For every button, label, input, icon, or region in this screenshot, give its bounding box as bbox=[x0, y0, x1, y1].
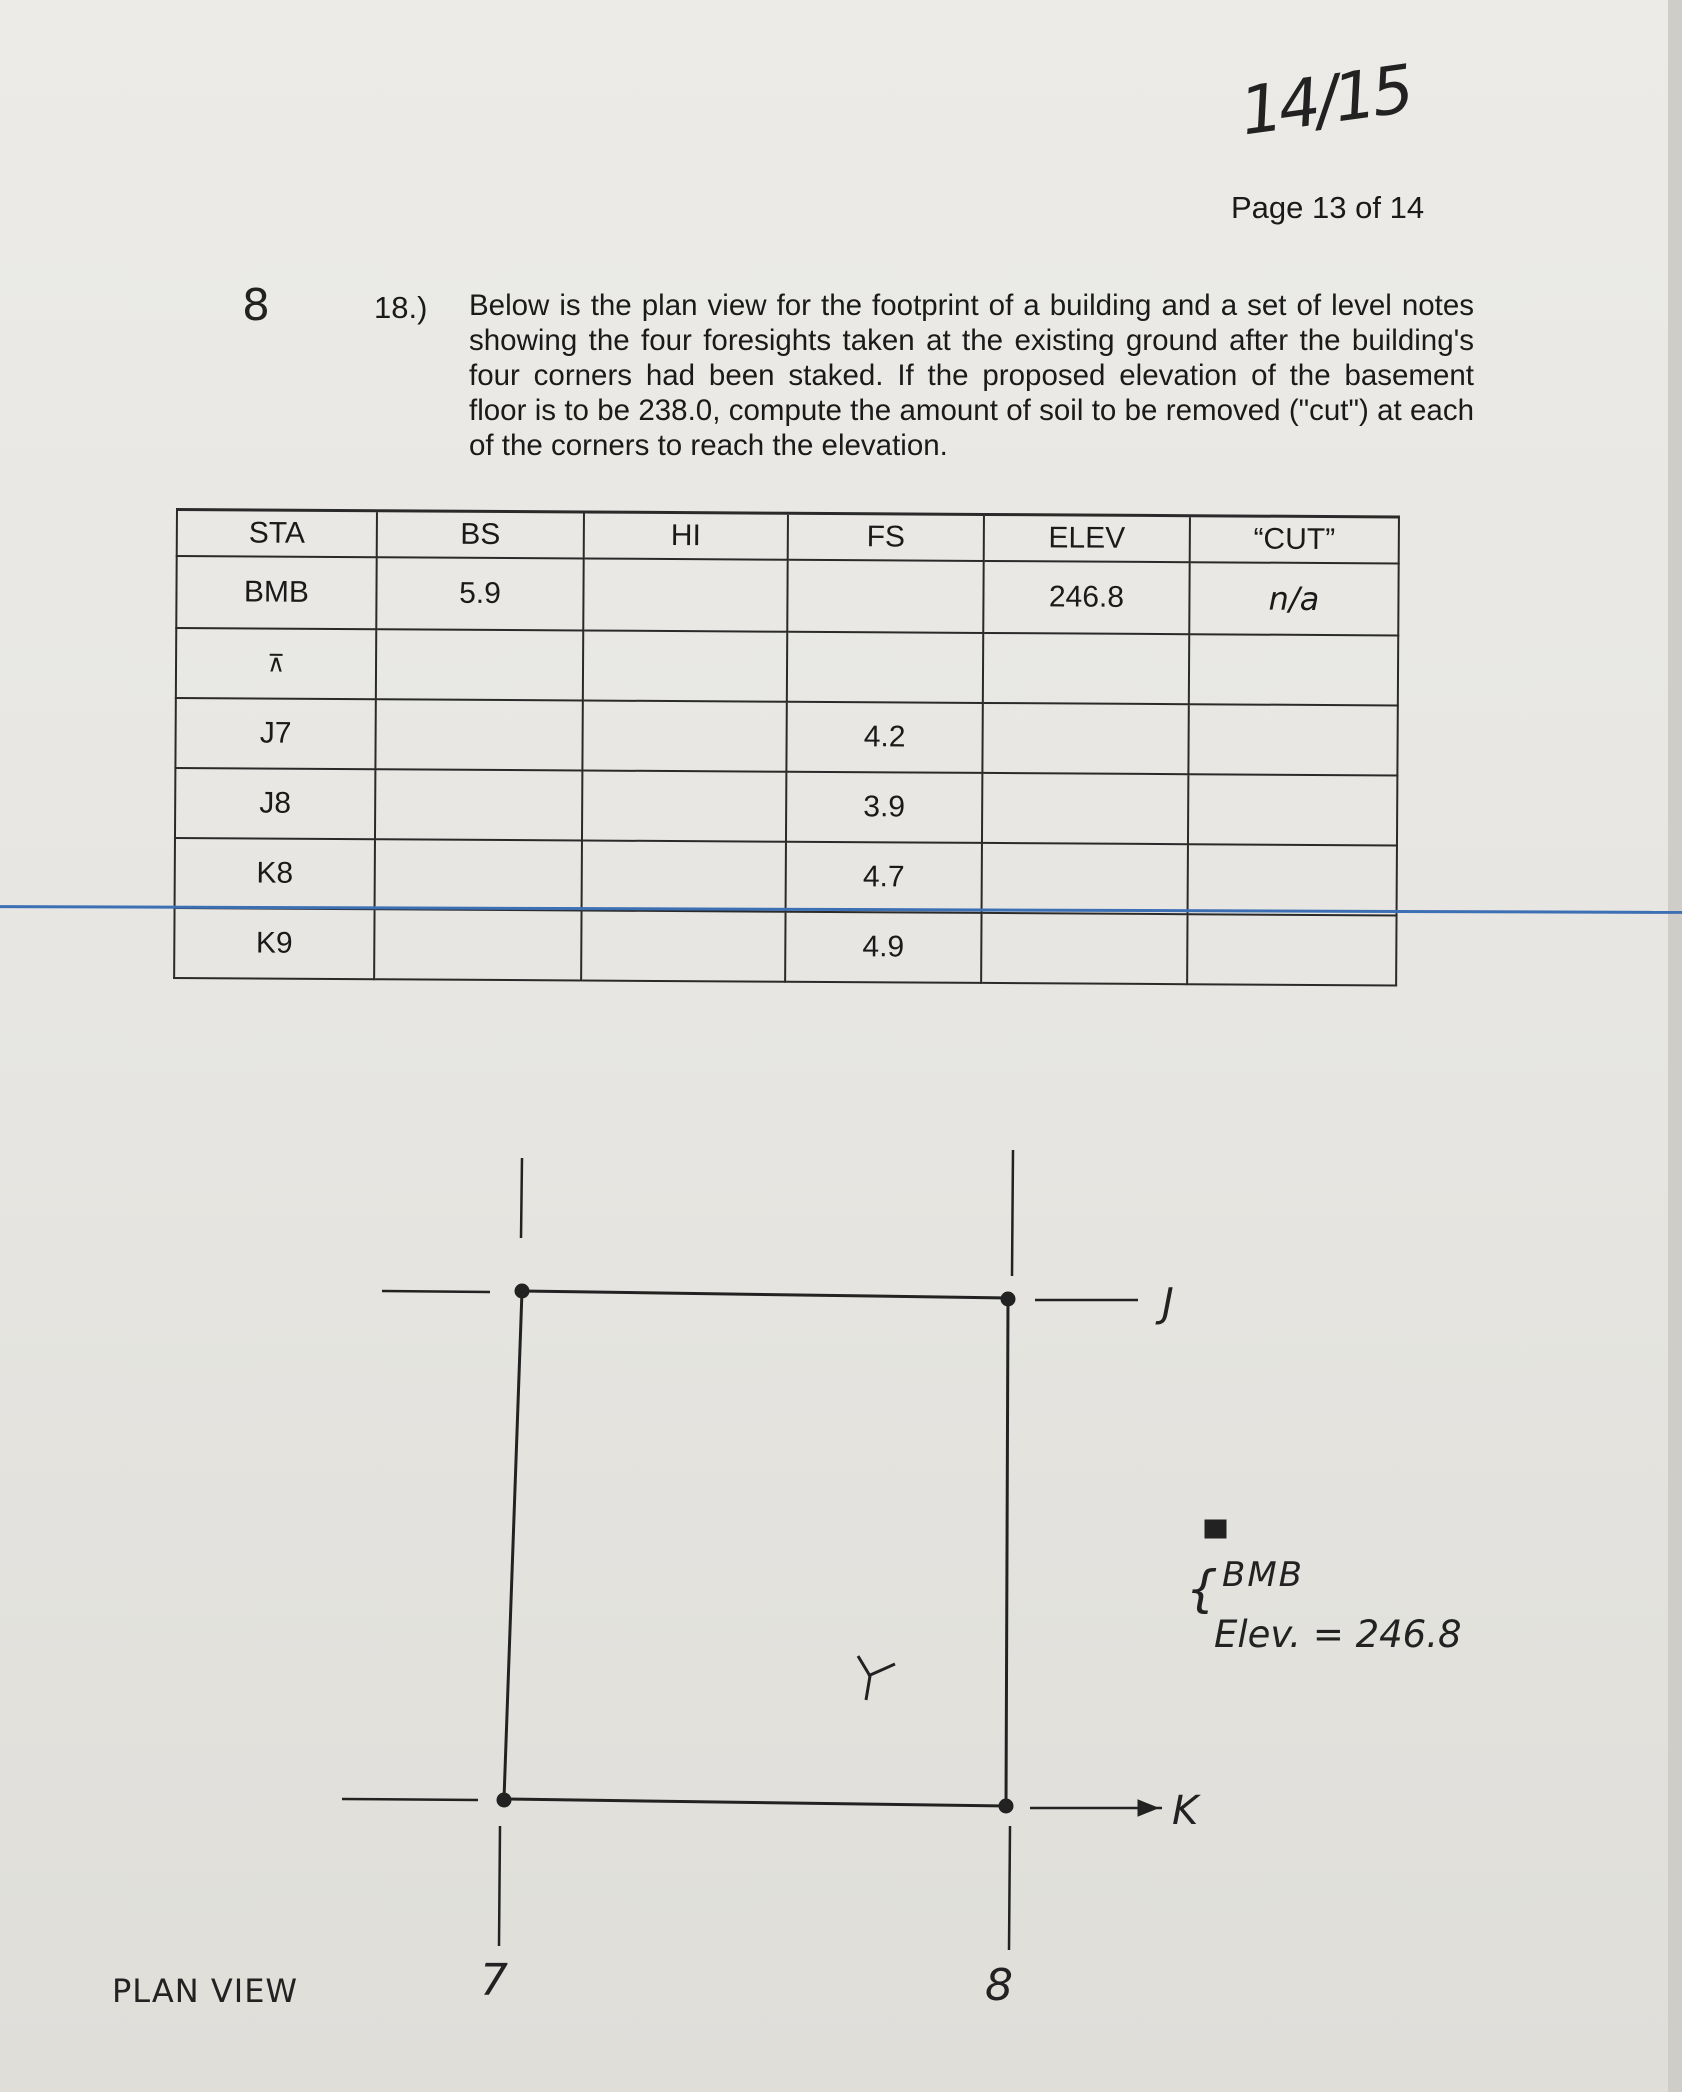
corner-stake-k7 bbox=[497, 1793, 511, 1807]
gridline-7-upper bbox=[521, 1158, 522, 1238]
building-footprint bbox=[504, 1291, 1008, 1806]
cell-sta: J7 bbox=[175, 698, 375, 769]
cell-cut: n/a bbox=[1189, 562, 1398, 635]
gridline-k-left bbox=[342, 1799, 478, 1800]
cell-sta: K8 bbox=[175, 838, 375, 909]
corner-stake-k8 bbox=[999, 1799, 1013, 1813]
k-arrow-icon bbox=[1138, 1800, 1158, 1816]
plan-view-caption: PLAN VIEW bbox=[112, 1972, 299, 2010]
benchmark-symbol bbox=[1205, 1520, 1226, 1538]
handwritten-points: 8 bbox=[242, 280, 270, 331]
col-header-bs: BS bbox=[377, 511, 584, 559]
page-number: Page 13 of 14 bbox=[1231, 190, 1425, 225]
col-header-cut: “CUT” bbox=[1190, 516, 1399, 564]
cell-fs: 4.9 bbox=[785, 912, 981, 983]
grid-label-k: K bbox=[1172, 1788, 1199, 1834]
gridline-8-upper bbox=[1012, 1150, 1013, 1276]
grid-label-j: J bbox=[1162, 1280, 1174, 1326]
col-header-fs: FS bbox=[788, 513, 984, 561]
gridline-8-lower bbox=[1009, 1826, 1010, 1950]
corner-stake-j8 bbox=[1001, 1292, 1015, 1306]
cell-sta: J8 bbox=[175, 768, 375, 839]
col-header-hi: HI bbox=[584, 512, 788, 560]
cell-fs: 4.2 bbox=[786, 702, 982, 773]
question-text: Below is the plan view for the footprint of a building and a set of level notes showing the four foresights taken at the existing ground after the building's four corners had been staked. If the proposed elevation of the basement floor is to be 238.0, compute the amount of soil to be removed ("cut") at each of the corners to reach the elevation. bbox=[469, 289, 1474, 462]
handwritten-mark bbox=[858, 1656, 895, 1700]
cell-fs: 4.7 bbox=[786, 842, 982, 913]
grid-label-7: 7 bbox=[480, 1955, 508, 2006]
cell-bs: 5.9 bbox=[376, 557, 583, 630]
col-header-sta: STA bbox=[177, 510, 377, 558]
benchmark-label: BMB bbox=[1222, 1555, 1304, 1595]
benchmark-elevation: Elev. = 246.8 bbox=[1214, 1613, 1462, 1656]
benchmark-brace: { bbox=[1186, 1560, 1218, 1618]
grid-label-8: 8 bbox=[985, 1960, 1013, 2011]
col-header-elev: ELEV bbox=[984, 514, 1190, 562]
corner-stake-j7 bbox=[515, 1284, 529, 1298]
cell-elev: 246.8 bbox=[983, 561, 1189, 634]
question-number: 18.) bbox=[374, 290, 428, 325]
cell-sta: BMB bbox=[176, 556, 376, 629]
cell-fs: 3.9 bbox=[786, 772, 982, 843]
gridline-j-left bbox=[382, 1291, 490, 1292]
handwritten-score: 14/15 bbox=[1235, 50, 1415, 151]
cell-sta: ⊼ bbox=[176, 628, 376, 699]
gridline-7-lower bbox=[499, 1826, 500, 1946]
cell-sta: K9 bbox=[174, 908, 374, 979]
